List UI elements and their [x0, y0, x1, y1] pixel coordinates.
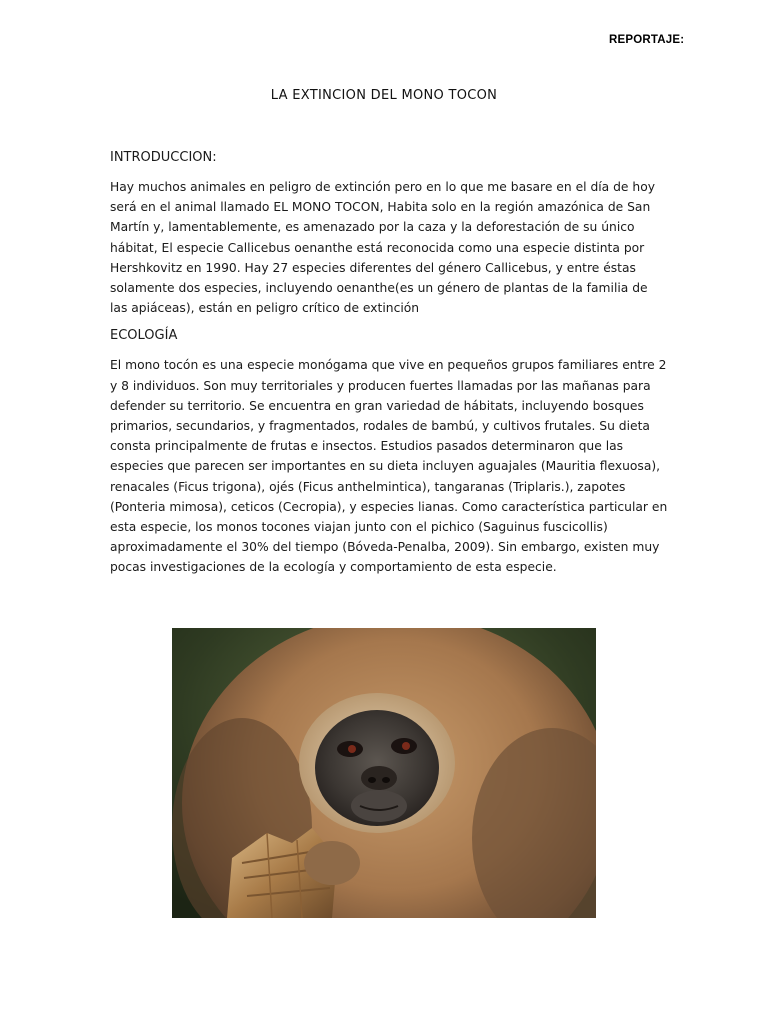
report-label: REPORTAJE: — [609, 34, 685, 46]
document-title: LA EXTINCION DEL MONO TOCON — [270, 88, 498, 103]
monkey-illustration — [172, 628, 596, 918]
section-body-ecologia: El mono tocón es una especie monógama que vive en pequeños grupos familiares entre 2 y 8 individuos. Son muy territoriales y producen fuertes llamadas por las mañanas para defender su territorio. Se encuentra en gran variedad de hábitats, incluyendo bosques primarios, secundarios, y fragmentados, rodales de bambú, y cultivos frutales. Su dieta consta principalmente de frutas e insectos. Estudios pasados determinaron que las especies que parecen ser importantes en su dieta incluyen aguajales (Mauritia flexuosa), renacales (Ficus trigona), ojés (Ficus anthelmintica), tangaranas (Triplaris.), zapotes (Ponteria mimosa), ceticos (Cecropia), y especies lianas. Como característica particular en esta especie, los monos tocones viajan junto con el pichico (Saguinus fuscicollis) aproximadamente el 30% del tiempo (Bóveda-Penalba, 2009). Sin embargo, existen muy pocas investigaciones de la ecología y comportamiento de esta especie. — [110, 358, 668, 575]
section-heading-ecologia: ECOLOGÍA — [110, 328, 178, 344]
section-heading-introduccion: INTRODUCCION: — [110, 150, 217, 165]
monkey-photo — [172, 628, 596, 918]
section-body-introduccion: Hay muchos animales en peligro de extinción pero en lo que me basare en el día de hoy será en el animal llamado EL MONO TOCON, Habita solo en la región amazónica de San Martín y, lamentablemente, es amenazado por la caza y la deforestación de su único hábitat, El especie Callicebus oenanthe está reconocida como una especie distinta por Hershkovitz en 1990. Hay 27 especies diferentes del género Callicebus, y entre éstas solamente dos especies, incluyendo oenanthe(es un género de plantas de la familia de las apiáceas), están en peligro crítico de extinción — [110, 180, 656, 316]
document-body — [110, 148, 668, 578]
